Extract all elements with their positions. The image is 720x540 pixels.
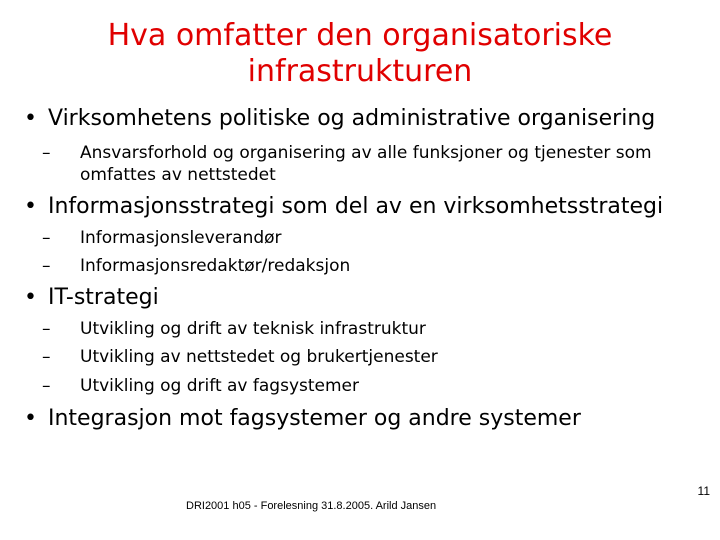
slide-title-line-1: Hva omfatter den organisatoriske [107,18,613,53]
sub-bullet-text [80,142,710,186]
bullet-marker: • [24,285,37,310]
sub-bullet-marker: – [42,256,51,276]
sub-bullet-text: Utvikling og drift av teknisk infrastruktur [80,319,426,339]
bullet-text: Integrasjon mot fagsystemer og andre systemer [48,406,581,431]
sub-bullet-marker: – [42,347,51,367]
slide-title [60,18,660,90]
bullet-marker: • [24,406,37,431]
sub-bullet-text: Utvikling av nettstedet og brukertjenester [80,347,438,367]
sub-bullet-marker: – [42,143,51,163]
sub-bullet-text: Informasjonsredaktør/redaksjon [80,256,351,276]
sub-bullet-marker: – [42,319,51,339]
page-number: 11 [697,484,710,498]
slide-title-line-2: infrastrukturen [247,54,473,89]
sub-bullet-marker: – [42,376,51,396]
slide-footer: DRI2001 h05 - Forelesning 31.8.2005. Arild Jansen [186,500,437,512]
bullet-text: Informasjonsstrategi som del av en virksomhetsstrategi [48,194,664,219]
sub-bullet-text: Utvikling og drift av fagsystemer [80,376,359,396]
sub-bullet-text-line-1: Ansvarsforhold og organisering av alle funksjoner og tjenester som [80,143,652,163]
bullet-text: Virksomhetens politiske og administrative organisering [48,106,656,131]
sub-bullet-text: Informasjonsleverandør [80,228,282,248]
sub-bullet-marker: – [42,228,51,248]
bullet-marker: • [24,194,37,219]
sub-bullet-text-line-2: omfattes av nettstedet [80,165,276,185]
bullet-marker: • [24,106,37,131]
bullet-text: IT-strategi [48,285,159,310]
